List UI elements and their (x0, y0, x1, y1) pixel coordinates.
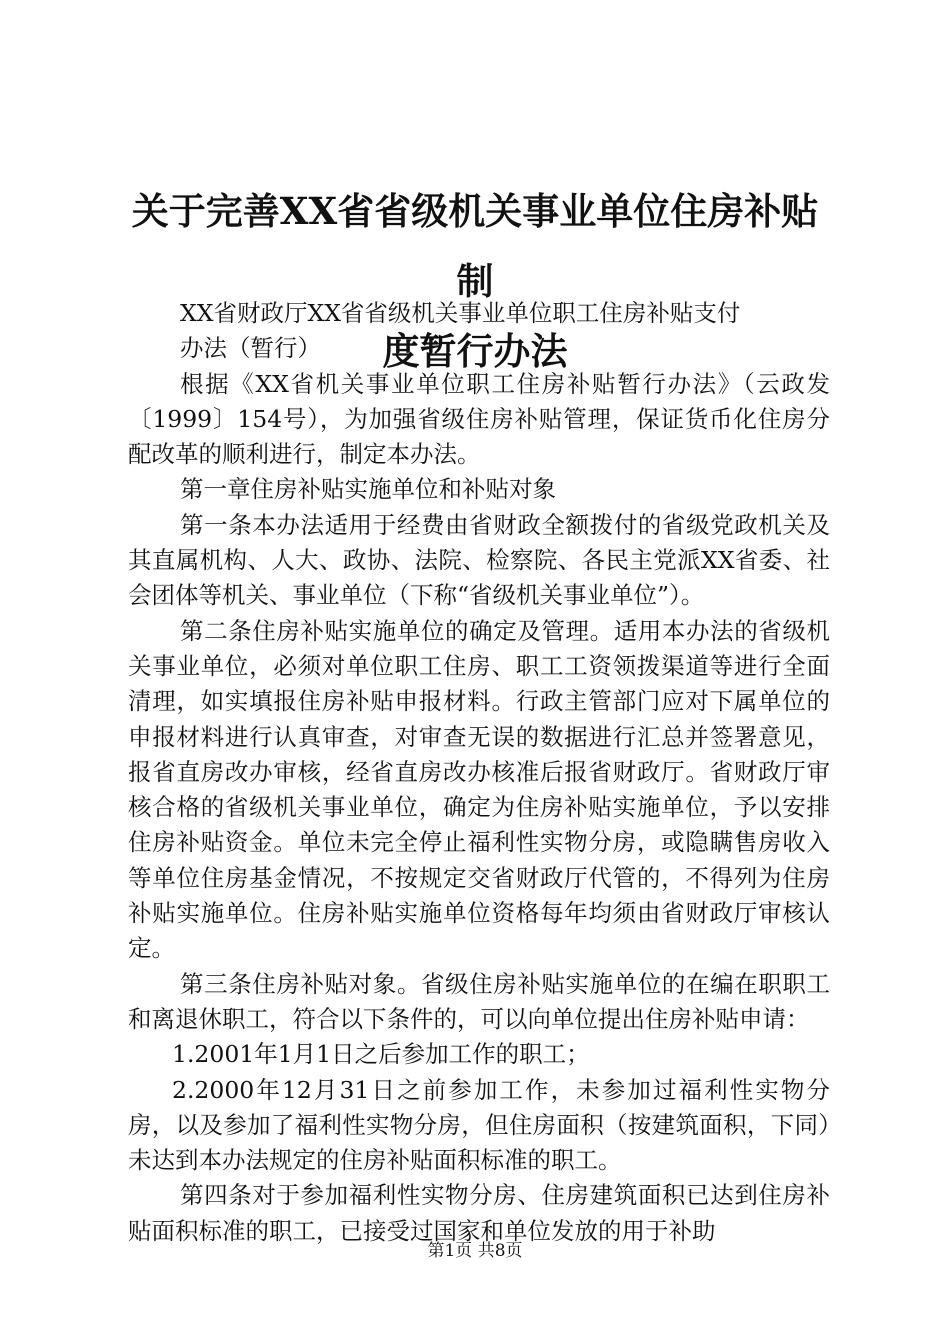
article-3: 第三条住房补贴对象。省级住房补贴实施单位的在编在职职工和离退休职工，符合以下条件的，可以向单位提出住房补贴申请： (128, 969, 830, 1033)
list-item-1: 1.2001年1月1日之后参加工作的职工； (172, 1040, 590, 1069)
title-line-1: 关于完善XX省省级机关事业单位住房补贴制 (131, 189, 819, 303)
paragraph-preamble: 根据《XX省机关事业单位职工住房补贴暂行办法》（云政发〔1999〕154号），为加强省级住房补贴管理，保证货币化住房分配改革的顺利进行，制定本办法。 (128, 369, 830, 469)
issuer-line: XX省财政厅XX省省级机关事业单位职工住房补贴支付 (180, 299, 741, 327)
article-2: 第二条住房补贴实施单位的确定及管理。适用本办法的省级机关事业单位，必须对单位职工住房、职工工资领拨渠道等进行全面清理，如实填报住房补贴申报材料。行政主管部门应对下属单位的申报材料进行认真审查，对审查无误的数据进行汇总并签署意见，报省直房改办审核，经省直房改办核准后报省财政厅。省财政厅审核合格的省级机关事业单位，确定为住房补贴实施单位，予以安排住房补贴资金。单位未完全停止福利性实物分房，或隐瞒售房收入等单位住房基金情况，不按规定交省财政厅代管的，不得列为住房补贴实施单位。住房补贴实施单位资格每年均须由省财政厅审核认定。 (128, 616, 830, 963)
chapter-heading: 第一章住房补贴实施单位和补贴对象 (180, 475, 556, 504)
article-4: 第四条对于参加福利性实物分房、住房建筑面积已达到住房补贴面积标准的职工，已接受过国家和单位发放的用于补助 (128, 1181, 830, 1245)
document-body (128, 296, 830, 1249)
title-line-2: 度暂行办法 (382, 329, 568, 373)
issuer-line-cont: 办法（暂行） (180, 334, 321, 363)
article-1: 第一条本办法适用于经费由省财政全额拨付的省级党政机关及其直属机构、人大、政协、法院、检察院、各民主党派XX省委、社会团体等机关、事业单位（下称“省级机关事业单位”）。 (128, 510, 830, 610)
list-item-2: 2.2000年12月31日之前参加工作，未参加过福利性实物分房，以及参加了福利性实物分房，但住房面积（按建筑面积，下同）未达到本办法规定的住房补贴面积标准的职工。 (128, 1075, 830, 1175)
page-footer: 第1页 共8页 (427, 1241, 523, 1261)
